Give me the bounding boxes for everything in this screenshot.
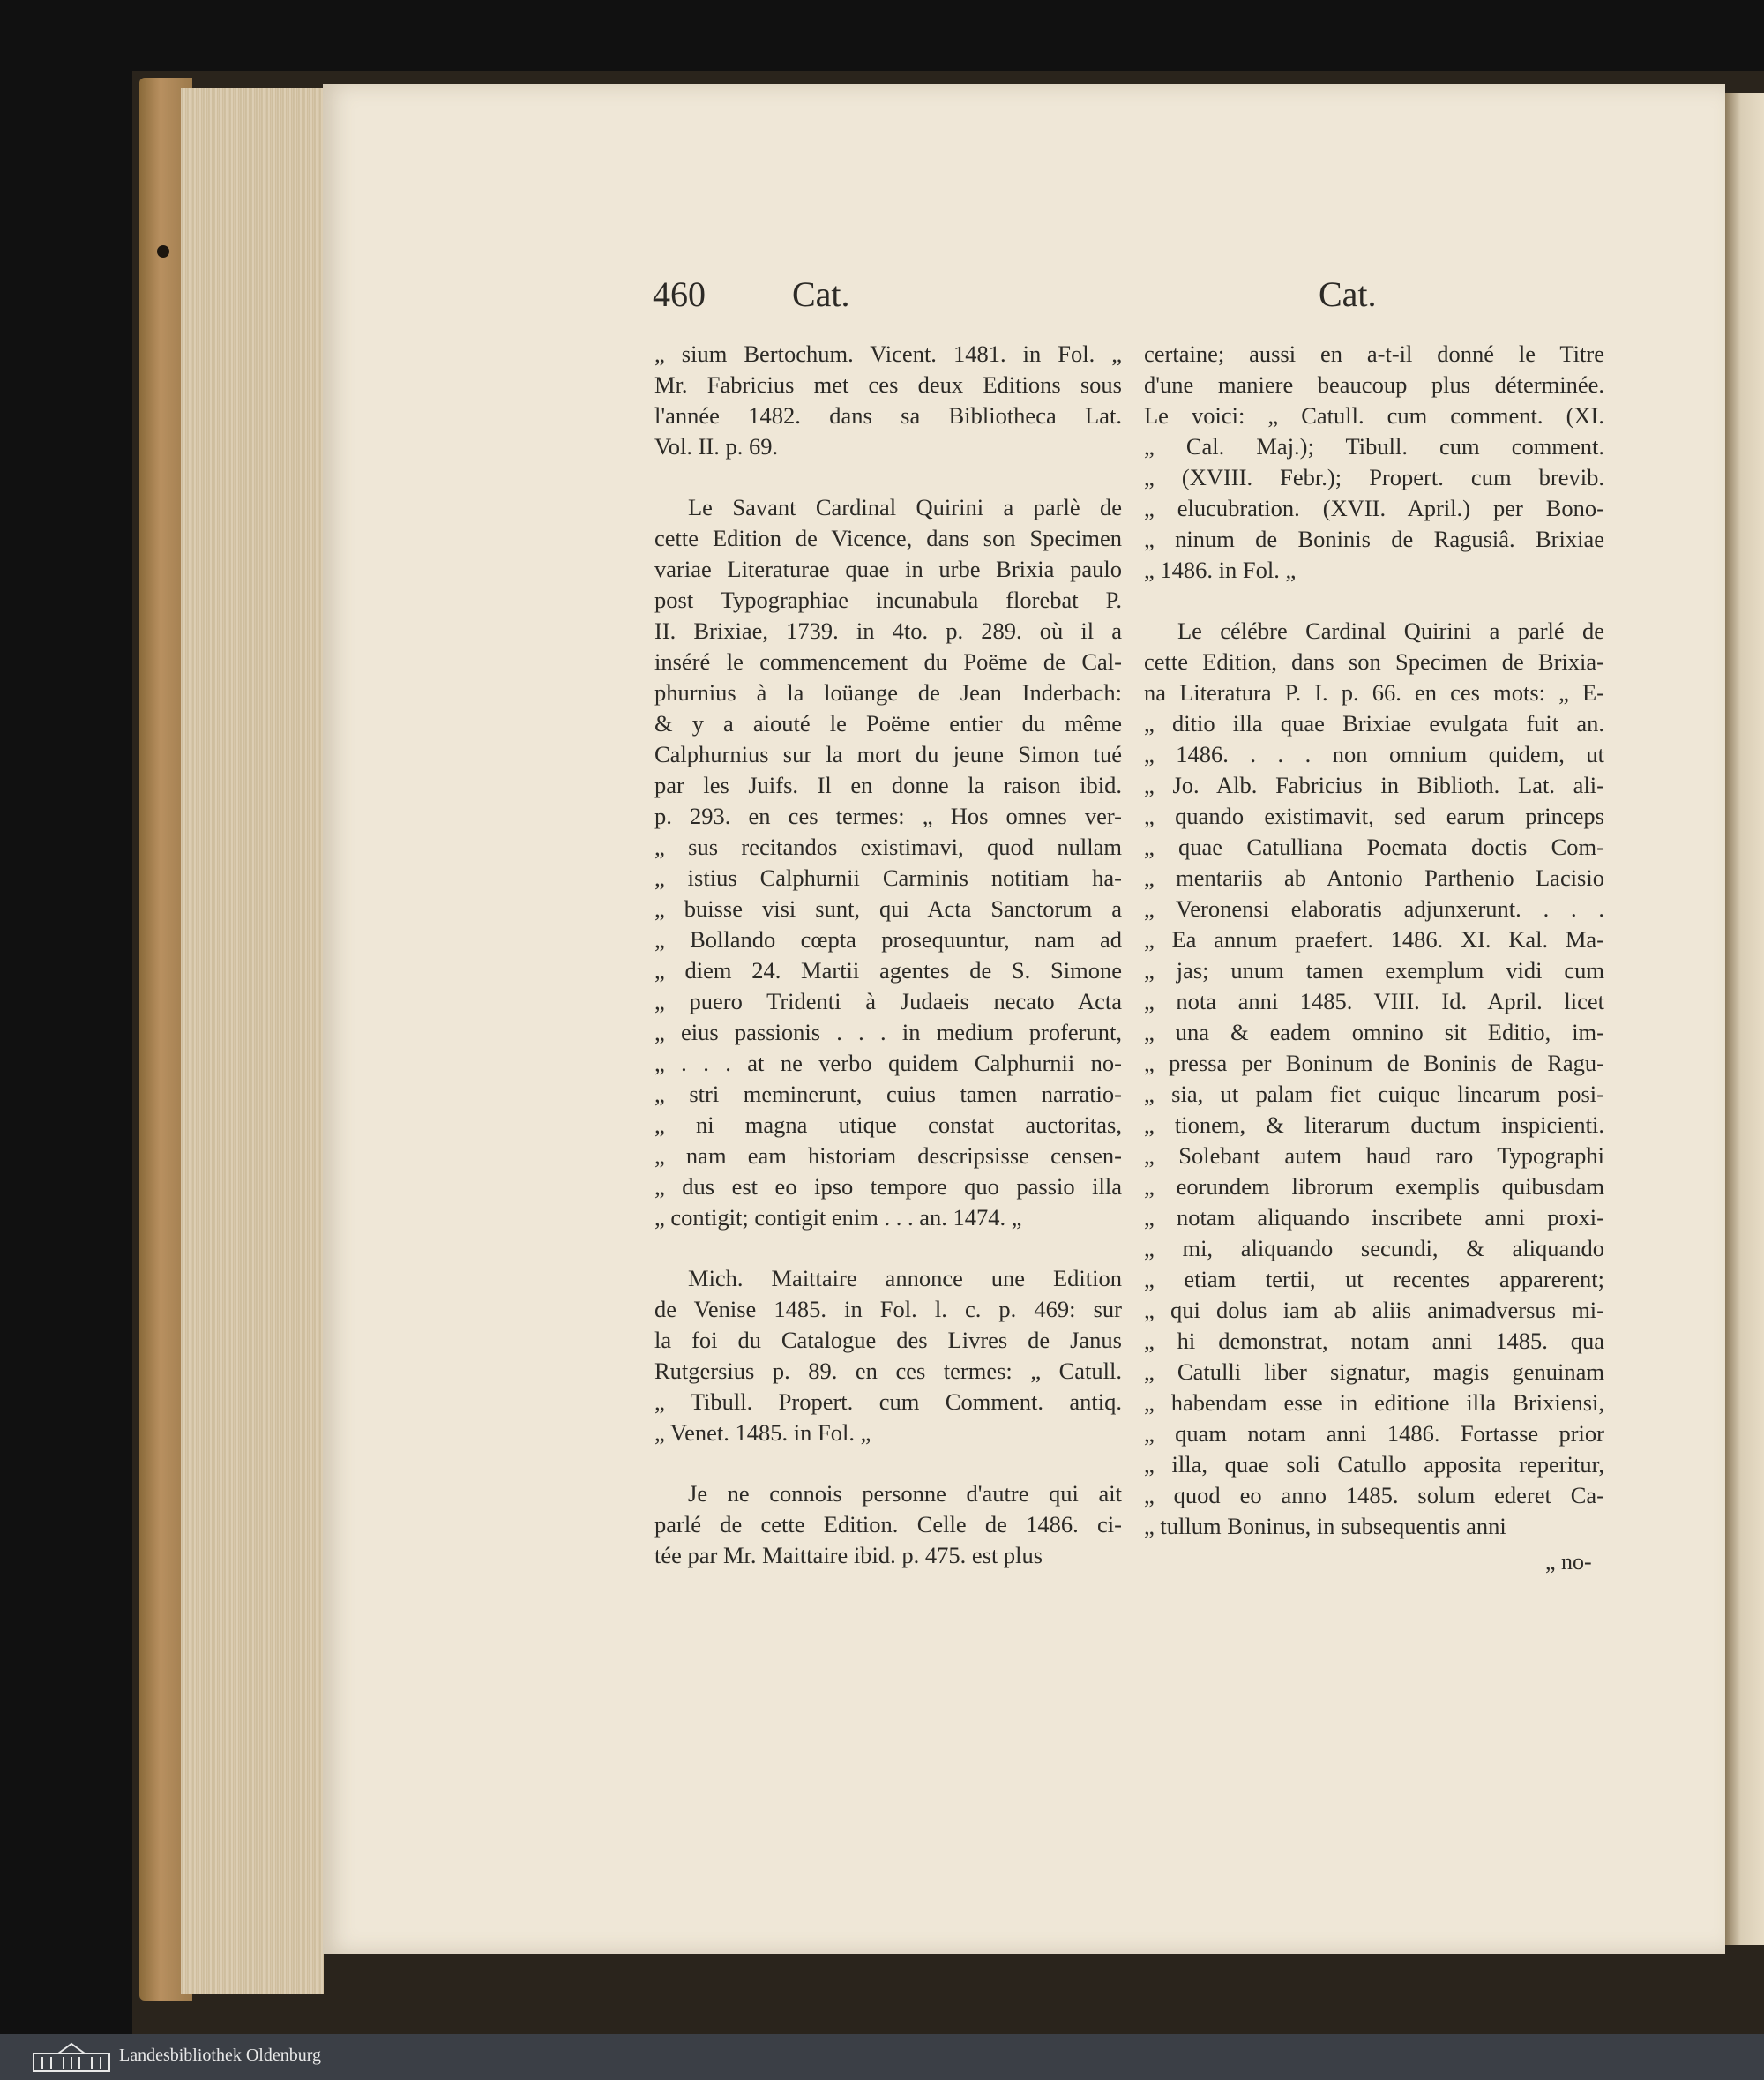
text-line: inséré le commencement du Poëme de Cal-	[654, 648, 1122, 675]
text-line: „ quae Catulliana Poemata doctis Com-	[1144, 834, 1604, 860]
text-line: „ Solebant autem haud raro Typographi	[1144, 1142, 1604, 1169]
text-line: „ Venet. 1485. in Fol. „	[654, 1419, 871, 1446]
paragraph-gap	[654, 1233, 1122, 1263]
paragraph-gap	[1144, 586, 1604, 616]
text-line: certaine; aussi en a-t-il donné le Titre	[1144, 340, 1604, 367]
text-line: „ qui dolus iam ab aliis animadversus mi-	[1144, 1297, 1604, 1323]
text-line: „ notam aliquando inscribete anni proxi-	[1144, 1204, 1604, 1231]
text-line: cette Edition de Vicence, dans son Specimen	[654, 525, 1122, 551]
page-number: 460	[653, 274, 706, 314]
text-line: „ sia, ut palam fiet cuique linearum posi-	[1144, 1081, 1604, 1107]
text-line: par les Juifs. Il en donne la raison ibid.	[654, 772, 1122, 798]
text-line: II. Brixiae, 1739. in 4to. p. 289. où il a	[654, 617, 1122, 644]
text-line: „ una & eadem omnino sit Editio, im-	[1144, 1019, 1604, 1045]
text-line: cette Edition, dans son Specimen de Brixia-	[1144, 648, 1604, 675]
left-heading: Cat.	[792, 274, 850, 314]
text-line: Mich. Maittaire annonce une Edition	[688, 1265, 1122, 1291]
left-text-column	[654, 339, 1122, 1571]
text-line: Rutgersius p. 89. en ces termes: „ Catull.	[654, 1358, 1122, 1384]
text-line: Vol. II. p. 69.	[654, 433, 779, 460]
text-line: „ illa, quae soli Catullo apposita reperitur,	[1144, 1451, 1604, 1478]
text-line: la foi du Catalogue des Livres de Janus	[654, 1327, 1122, 1353]
text-line: p. 293. en ces termes: „ Hos omnes ver-	[654, 803, 1122, 829]
library-building-icon	[32, 2041, 111, 2073]
text-line: „ mi, aliquando secundi, & aliquando	[1144, 1235, 1604, 1261]
text-line: na Literatura P. I. p. 66. en ces mots: „ E-	[1144, 679, 1604, 706]
text-line: de Venise 1485. in Fol. l. c. p. 469: sur	[654, 1296, 1122, 1322]
text-line: „ Catulli liber signatur, magis genuinam	[1144, 1358, 1604, 1385]
text-line: „ diem 24. Martii agentes de S. Simone	[654, 957, 1122, 984]
text-line: „ eorundem librorum exemplis quibusdam	[1144, 1173, 1604, 1200]
text-line: „ puero Tridenti à Judaeis necato Acta	[654, 988, 1122, 1014]
text-line: & y a aiouté le Poëme entier du même	[654, 710, 1122, 737]
paragraph-gap	[654, 1448, 1122, 1478]
text-line: „ Cal. Maj.); Tibull. cum comment.	[1144, 433, 1604, 460]
text-line: Je ne connois personne d'autre qui ait	[688, 1480, 1122, 1507]
text-line: „ Ea annum praefert. 1486. XI. Kal. Ma-	[1144, 926, 1604, 953]
text-line: „ ninum de Boninis de Ragusiâ. Brixiae	[1144, 526, 1604, 552]
text-line: „ quod eo anno 1485. solum ederet Ca-	[1144, 1482, 1604, 1508]
text-line: „ . . . at ne verbo quidem Calphurnii no-	[654, 1050, 1122, 1076]
text-line: „ Tibull. Propert. cum Comment. antiq.	[654, 1388, 1122, 1415]
text-line: „ elucubration. (XVII. April.) per Bono-	[1144, 495, 1604, 521]
text-line: tée par Mr. Maittaire ibid. p. 475. est plus	[654, 1542, 1043, 1568]
text-line: d'une maniere beaucoup plus déterminée.	[1144, 371, 1604, 398]
page-edges	[181, 88, 324, 1994]
text-line: Le célébre Cardinal Quirini a parlé de	[1177, 617, 1604, 644]
text-line: „ Veronensi elaboratis adjunxerunt. . . .	[1144, 895, 1604, 922]
text-line: „ buisse visi sunt, qui Acta Sanctorum a	[654, 895, 1122, 922]
text-line: „ nam eam historiam descripsisse censen-	[654, 1142, 1122, 1169]
text-line: „ eius passionis . . . in medium proferunt,	[654, 1019, 1122, 1045]
library-name: Landesbibliothek Oldenburg	[119, 2046, 322, 2065]
running-header-left	[653, 273, 850, 315]
text-line: „ stri meminerunt, cuius tamen narratio-	[654, 1081, 1122, 1107]
text-line: Mr. Fabricius met ces deux Editions sous	[654, 371, 1122, 398]
paragraph-gap	[654, 462, 1122, 492]
text-line: Le Savant Cardinal Quirini a parlè de	[688, 494, 1122, 520]
text-line: „ sus recitandos existimavi, quod nullam	[654, 834, 1122, 860]
text-line: „ (XVIII. Febr.); Propert. cum brevib.	[1144, 464, 1604, 490]
text-line: „ mentariis ab Antonio Parthenio Lacisio	[1144, 864, 1604, 891]
text-line: „ sium Bertochum. Vicent. 1481. in Fol. „	[654, 340, 1122, 367]
text-line: „ etiam tertii, ut recentes apparerent;	[1144, 1266, 1604, 1292]
text-line: Calphurnius sur la mort du jeune Simon tué	[654, 741, 1122, 767]
text-line: „ Jo. Alb. Fabricius in Biblioth. Lat. ali-	[1144, 772, 1604, 798]
catchword: „ no-	[1545, 1549, 1592, 1575]
text-line: „ 1486. in Fol. „	[1144, 557, 1297, 583]
text-line: „ istius Calphurnii Carminis notitiam ha-	[654, 864, 1122, 891]
text-line: „ contigit; contigit enim . . . an. 1474. „	[654, 1204, 1022, 1231]
footer-bar	[0, 2034, 1764, 2080]
text-line: „ tionem, & literarum ductum inspicienti.	[1144, 1111, 1604, 1138]
text-line: „ 1486. . . . non omnium quidem, ut	[1144, 741, 1604, 767]
binding-hole	[157, 245, 169, 258]
text-line: „ quando existimavit, sed earum princeps	[1144, 803, 1604, 829]
text-line: „ jas; unum tamen exemplum vidi cum	[1144, 957, 1604, 984]
right-heading: Cat.	[1319, 274, 1377, 314]
text-line: „ ni magna utique constat auctoritas,	[654, 1111, 1122, 1138]
text-line: „ nota anni 1485. VIII. Id. April. licet	[1144, 988, 1604, 1014]
text-line: l'année 1482. dans sa Bibliotheca Lat.	[654, 402, 1122, 429]
text-line: Le voici: „ Catull. cum comment. (XI.	[1144, 402, 1604, 429]
text-line: variae Literaturae quae in urbe Brixia paulo	[654, 556, 1122, 582]
text-line: „ hi demonstrat, notam anni 1485. qua	[1144, 1328, 1604, 1354]
text-line: „ tullum Boninus, in subsequentis anni	[1144, 1513, 1506, 1539]
text-line: parlé de cette Edition. Celle de 1486. ci-	[654, 1511, 1122, 1538]
text-line: phurnius à la loüange de Jean Inderbach:	[654, 679, 1122, 706]
text-line: „ dus est eo ipso tempore quo passio illa	[654, 1173, 1122, 1200]
right-text-column	[1144, 339, 1604, 1542]
running-header-right	[1319, 273, 1377, 315]
next-page-edge	[1725, 93, 1764, 1945]
text-line: „ habendam esse in editione illa Brixiensi,	[1144, 1389, 1604, 1416]
text-line: „ Bollando cœpta prosequuntur, nam ad	[654, 926, 1122, 953]
text-line: „ ditio illa quae Brixiae evulgata fuit an.	[1144, 710, 1604, 737]
text-line: „ quam notam anni 1486. Fortasse prior	[1144, 1420, 1604, 1447]
text-line: „ pressa per Boninum de Boninis de Ragu-	[1144, 1050, 1604, 1076]
text-line: post Typographiae incunabula florebat P.	[654, 587, 1122, 613]
